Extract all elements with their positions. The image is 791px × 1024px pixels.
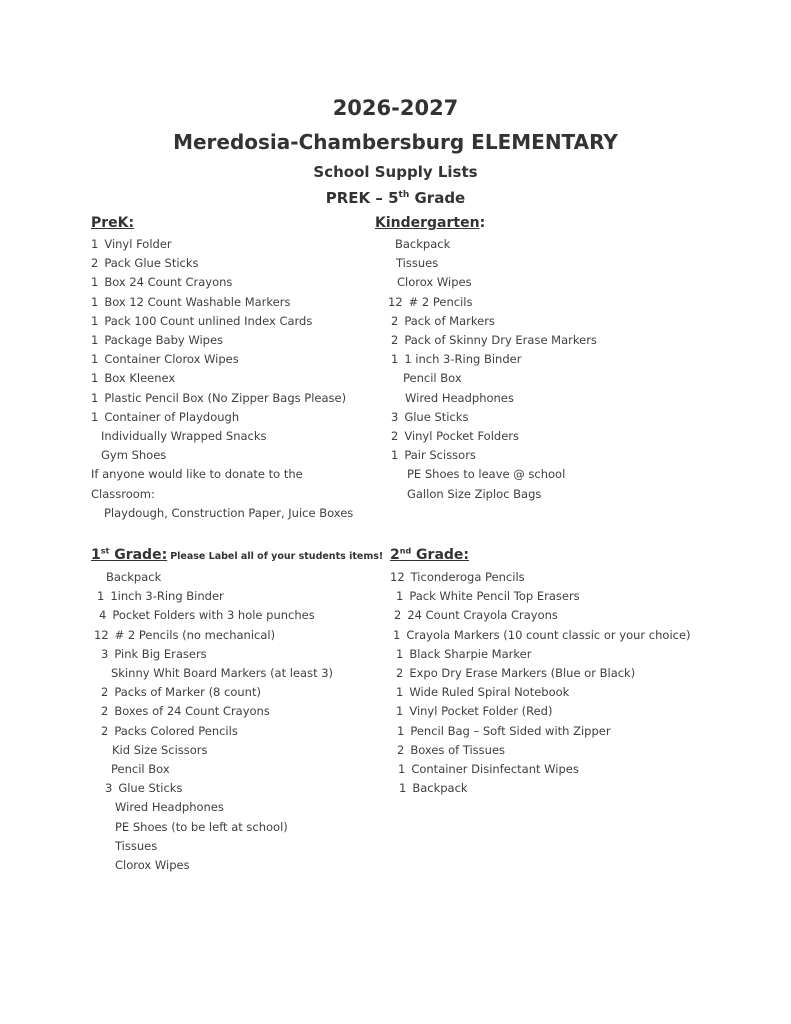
item-text: # 2 Pencils [408,294,473,309]
list-item [115,839,157,853]
list-item [101,448,166,462]
item-quantity: 12 [94,627,109,642]
item-text: Tissues [115,838,158,853]
item-text: Vinyl Folder [104,237,172,251]
list-item [395,237,450,251]
list-item [407,487,541,501]
list-item [396,704,552,718]
item-text: Clorox Wipes [115,858,190,872]
item-text: 24 Count Crayola Crayons [407,608,558,623]
item-quantity: 1 [91,275,99,290]
item-text: Packs of Marker (8 count) [114,685,261,700]
list-item [97,589,224,603]
kindergarten-title [375,215,485,231]
item-quantity: 1 [396,589,404,604]
item-text: Box Kleenex [104,371,176,386]
item-quantity: 2 [101,723,109,738]
second-grade-title-num: 2 [390,546,400,563]
list-item [405,391,514,405]
item-text: Pack Glue Sticks [104,256,199,271]
first-grade-title [91,546,383,563]
item-text: Pocket Folders with 3 hole punches [112,608,315,623]
item-quantity: 1 [393,627,401,642]
document-subtitle: School Supply Lists [313,163,478,181]
item-text: Kid Size Scissors [112,742,208,757]
list-item [91,295,290,309]
list-item [91,333,223,347]
list-item [111,762,170,776]
donate-note: If anyone would like to donate to the [91,467,303,482]
item-text: Backpack [395,237,451,251]
list-item [101,429,267,443]
item-quantity: 3 [105,781,113,796]
item-quantity: 1 [396,704,404,719]
item-quantity: 1 [91,313,99,328]
list-item [396,589,580,603]
item-text: 1 inch 3-Ring Binder [404,352,522,367]
list-item [391,333,597,347]
item-quantity: 1 [91,390,99,405]
item-text: Package Baby Wipes [104,333,224,347]
item-quantity: 2 [394,608,402,623]
grade-range-sup: th [398,190,410,200]
donate-items: Playdough, Construction Paper, Juice Boxes [104,505,354,520]
first-grade-title-word: Grade: [109,546,168,563]
list-item [396,685,569,699]
item-text: # 2 Pencils (no mechanical) [114,627,276,642]
list-item [397,275,472,289]
list-item [394,608,558,622]
list-item [91,352,239,366]
item-text: Wired Headphones [115,800,224,815]
item-text: Wide Ruled Spiral Notebook [409,685,570,700]
item-text: Ticonderoga Pencils [410,570,525,584]
list-item [396,666,635,680]
list-item [101,724,238,738]
item-text: Pencil Box [111,762,170,776]
list-item [105,781,182,795]
first-grade-title-num: 1 [91,546,101,563]
item-quantity: 2 [101,704,109,719]
first-grade-label-note: Please Label all of your students items! [170,550,384,562]
item-text: Packs Colored Pencils [114,723,238,738]
item-quantity: 1 [391,448,399,463]
item-text: Individually Wrapped Snacks [101,429,267,443]
item-text: Tissues [396,256,439,271]
list-item [91,237,172,251]
item-text: Pair Scissors [404,448,476,463]
list-item [391,429,519,443]
item-text: Box 12 Count Washable Markers [104,294,291,309]
item-quantity: 1 [91,294,99,309]
item-quantity: 1 [397,723,405,738]
list-item [391,448,476,462]
item-quantity: 12 [388,294,403,309]
list-item [91,275,232,289]
item-text: Container Clorox Wipes [104,352,239,367]
item-quantity: 1 [91,352,99,367]
list-item [91,410,239,424]
list-item [398,762,579,776]
item-quantity: 4 [99,608,107,623]
list-item [101,685,261,699]
list-item [397,724,611,738]
item-text: Gym Shoes [101,448,167,463]
item-text: Crayola Markers (10 count classic or your choice) [406,627,691,642]
item-quantity: 2 [397,742,405,757]
item-quantity: 2 [396,666,404,680]
list-item [396,256,438,270]
item-text: Glue Sticks [404,409,469,424]
item-text: Container Disinfectant Wipes [411,762,579,776]
list-item [397,743,505,757]
list-item [388,295,473,309]
item-quantity: 12 [390,570,405,584]
second-grade-title [390,546,469,563]
item-quantity: 2 [391,333,399,347]
item-text: Skinny Whit Board Markers (at least 3) [111,666,334,680]
item-text: Clorox Wipes [397,275,472,290]
item-text: Expo Dry Erase Markers (Blue or Black) [409,666,636,680]
item-quantity: 1 [398,762,406,776]
item-quantity: 1 [97,589,105,604]
item-text: PE Shoes to leave @ school [407,467,566,482]
item-text: Wired Headphones [405,390,514,405]
list-item [115,858,190,872]
item-text: Gallon Size Ziploc Bags [407,486,542,501]
item-text: 1inch 3-Ring Binder [110,589,224,604]
item-text: Backpack [412,781,468,796]
list-item [91,371,175,385]
first-grade-title-sup: st [100,546,110,555]
list-item [115,800,224,814]
grade-range [0,189,791,207]
school-name: Meredosia-Chambersburg ELEMENTARY [173,130,618,154]
grade-range-prefix: PREK – 5 [325,189,399,207]
list-item [407,467,565,481]
prek-title: PreK: [91,215,135,231]
item-text: Boxes of 24 Count Crayons [114,704,270,719]
kindergarten-title-text: Kindergarten [375,215,480,231]
item-quantity: 2 [101,685,109,700]
item-quantity: 1 [396,646,404,661]
list-item [403,371,462,385]
grade-range-suffix: Grade [409,189,466,207]
item-quantity: 2 [391,313,399,328]
item-text: Pack of Skinny Dry Erase Markers [404,333,597,347]
list-item [91,314,312,328]
item-text: Glue Sticks [118,781,183,796]
list-item [391,314,495,328]
list-item [94,628,275,642]
list-item [391,352,521,366]
list-item [106,570,161,584]
item-quantity: 1 [396,685,404,700]
item-quantity: 1 [91,333,99,347]
item-text: Vinyl Pocket Folder (Red) [409,704,553,719]
second-grade-title-word: Grade: [411,546,470,563]
item-quantity: 2 [91,256,99,271]
item-quantity: 1 [91,371,99,386]
second-grade-title-text [390,547,469,563]
list-item [390,570,525,584]
list-item [399,781,468,795]
item-text: Pack of Markers [404,313,495,328]
kindergarten-title-colon: : [479,215,486,231]
list-item [393,628,691,642]
item-text: Pack White Pencil Top Erasers [409,589,580,604]
list-item [99,608,315,622]
item-quantity: 1 [399,781,407,796]
item-text: Backpack [106,570,162,584]
list-item [391,410,468,424]
list-item [101,704,270,718]
item-text: Pencil Bag – Soft Sided with Zipper [410,723,611,738]
item-text: Pencil Box [403,371,462,386]
item-text: Boxes of Tissues [410,742,506,757]
list-item [91,391,346,405]
list-item [101,647,207,661]
item-quantity: 1 [391,352,399,367]
item-text: Pink Big Erasers [114,646,207,661]
item-quantity: 2 [391,429,399,443]
list-item [111,666,333,680]
item-quantity: 1 [91,409,99,424]
list-item [115,820,288,834]
item-text: Pack 100 Count unlined Index Cards [104,313,313,328]
list-item [91,256,199,270]
item-quantity: 3 [391,409,399,424]
item-text: Black Sharpie Marker [409,646,532,661]
item-quantity: 1 [91,237,99,251]
second-grade-title-sup: nd [399,546,412,555]
item-text: PE Shoes (to be left at school) [115,819,288,834]
item-text: Container of Playdough [104,409,240,424]
donate-note-classroom: Classroom: [91,486,155,501]
list-item [396,647,531,661]
item-text: Plastic Pencil Box (No Zipper Bags Please) [104,390,347,405]
list-item [112,743,208,757]
first-grade-title-text [91,547,167,563]
item-text: Vinyl Pocket Folders [404,429,519,443]
document-year: 2026-2027 [332,96,459,120]
item-text: Box 24 Count Crayons [104,275,233,290]
item-quantity: 3 [101,646,109,661]
